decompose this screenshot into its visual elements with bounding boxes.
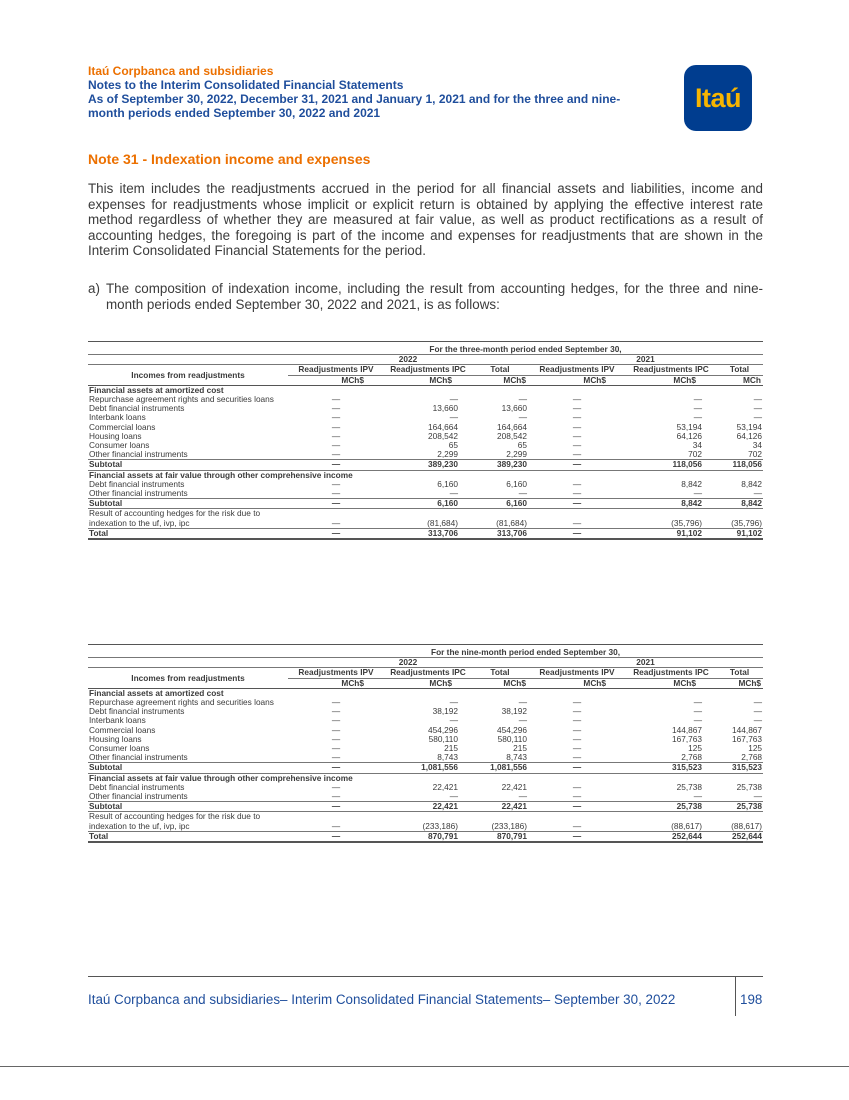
table-row bbox=[88, 726, 763, 735]
value-cell: — bbox=[331, 421, 341, 432]
row-label: Repurchase agreement rights and securities loans bbox=[89, 394, 274, 405]
footer-text: Itaú Corpbanca and subsidiaries– Interim Consolidated Financial Statements– September 30, 2022 bbox=[88, 992, 676, 1007]
value-cell: — bbox=[518, 394, 527, 405]
value-cell: — bbox=[331, 430, 341, 441]
value-cell: — bbox=[288, 499, 384, 509]
table-row bbox=[88, 812, 763, 831]
unit-label: MCh$ bbox=[472, 375, 528, 385]
table-row bbox=[88, 404, 763, 413]
table-row bbox=[88, 395, 763, 404]
year-heading: 2022 bbox=[288, 355, 528, 365]
value-cell: — bbox=[331, 412, 341, 423]
table-row bbox=[88, 413, 763, 422]
value-cell: 215 bbox=[444, 743, 458, 754]
value-cell: 25,738 bbox=[736, 781, 763, 792]
value-cell: 13,660 bbox=[432, 403, 458, 414]
value-cell: 315,523 bbox=[716, 763, 763, 773]
row-label: Result of accounting hedges for the risk due to indexation to the uf, ivp, ipc bbox=[89, 508, 261, 528]
row-label: Commercial loans bbox=[89, 421, 156, 432]
value-cell: — bbox=[572, 820, 582, 831]
value-cell: 22,421 bbox=[472, 802, 528, 812]
value-cell: — bbox=[331, 697, 341, 708]
document-header bbox=[88, 64, 668, 120]
value-cell: 22,421 bbox=[384, 802, 472, 812]
unit-label: MCh$ bbox=[384, 678, 472, 688]
value-cell: — bbox=[449, 394, 458, 405]
row-label: Commercial loans bbox=[89, 724, 156, 735]
row-label: Subtotal bbox=[88, 499, 288, 509]
value-cell: — bbox=[572, 724, 582, 735]
value-cell: — bbox=[288, 489, 384, 499]
value-cell: 25,738 bbox=[676, 781, 702, 792]
value-cell: — bbox=[753, 697, 763, 708]
value-cell: 65 bbox=[517, 440, 527, 451]
value-cell: 1,081,556 bbox=[384, 763, 472, 773]
value-cell: 208,542 bbox=[428, 430, 458, 441]
row-label: Result of accounting hedges for the risk due to indexation to the uf, ivp, ipc bbox=[89, 811, 261, 831]
value-cell: 870,791 bbox=[472, 831, 528, 842]
column-header: Readjustments IPC bbox=[384, 668, 472, 678]
value-cell: 313,706 bbox=[384, 528, 472, 539]
value-cell: 2,768 bbox=[741, 752, 763, 763]
company-name: Itaú Corpbanca and subsidiaries bbox=[88, 64, 274, 78]
unit-label: MCh bbox=[716, 375, 763, 385]
column-header: Total bbox=[472, 668, 528, 678]
value-cell: — bbox=[693, 403, 702, 414]
column-header: Readjustments IPC bbox=[626, 365, 716, 375]
row-label: Debt financial instruments bbox=[89, 478, 185, 489]
row-label: Consumer loans bbox=[89, 440, 150, 451]
value-cell: (81,684) bbox=[496, 517, 527, 528]
column-header: Readjustments IPV bbox=[528, 365, 626, 375]
page-bottom-rule bbox=[0, 1066, 849, 1067]
row-header: Incomes from readjustments bbox=[88, 668, 288, 688]
unit-label: MCh$ bbox=[716, 678, 763, 688]
value-cell: 64,126 bbox=[736, 430, 762, 441]
unit-label: MCh$ bbox=[288, 375, 384, 385]
value-cell: — bbox=[572, 421, 582, 432]
value-cell: (35,796) bbox=[731, 517, 762, 528]
value-cell: — bbox=[472, 489, 528, 499]
value-cell: (233,186) bbox=[491, 820, 527, 831]
value-cell: 22,421 bbox=[432, 781, 458, 792]
header-line-3: As of September 30, 2022, December 31, 2021 and January 1, 2021 and for the three and nine- bbox=[88, 92, 621, 106]
three-month-table bbox=[88, 341, 763, 540]
value-cell: — bbox=[518, 412, 527, 423]
value-cell: — bbox=[753, 412, 762, 423]
column-header: Total bbox=[716, 668, 763, 678]
value-cell: — bbox=[753, 715, 763, 726]
value-cell: — bbox=[331, 781, 341, 792]
value-cell: 25,738 bbox=[716, 802, 763, 812]
column-header: Readjustments IPV bbox=[288, 668, 384, 678]
row-label: Debt financial instruments bbox=[89, 706, 185, 717]
table-row bbox=[88, 783, 763, 792]
value-cell: — bbox=[528, 763, 626, 773]
value-cell: — bbox=[288, 831, 384, 842]
row-label: Other financial instruments bbox=[89, 449, 188, 460]
value-cell: — bbox=[693, 706, 702, 717]
value-cell: — bbox=[626, 792, 716, 802]
value-cell: 6,160 bbox=[506, 478, 527, 489]
column-header: Readjustments IPC bbox=[626, 668, 716, 678]
value-cell: — bbox=[693, 394, 702, 405]
table-row bbox=[88, 707, 763, 716]
column-header: Readjustments IPV bbox=[528, 668, 626, 678]
value-cell: 167,763 bbox=[672, 733, 702, 744]
value-cell: 8,743 bbox=[506, 752, 527, 763]
value-cell: — bbox=[384, 792, 472, 802]
value-cell: 6,160 bbox=[472, 499, 528, 509]
table-row bbox=[88, 744, 763, 753]
unit-label: MCh$ bbox=[528, 678, 626, 688]
value-cell: — bbox=[331, 743, 341, 754]
value-cell: — bbox=[288, 802, 384, 812]
value-cell: — bbox=[288, 460, 384, 470]
value-cell: — bbox=[288, 763, 384, 773]
row-label: Total bbox=[88, 528, 288, 539]
value-cell: — bbox=[753, 706, 763, 717]
value-cell: 8,842 bbox=[716, 499, 763, 509]
value-cell: — bbox=[572, 697, 582, 708]
value-cell: — bbox=[693, 697, 702, 708]
value-cell: — bbox=[572, 743, 582, 754]
item-a-label: a) bbox=[88, 281, 100, 296]
value-cell: 38,192 bbox=[501, 706, 527, 717]
value-cell: 2,299 bbox=[437, 449, 458, 460]
row-label: Housing loans bbox=[89, 733, 142, 744]
value-cell: 91,102 bbox=[626, 528, 716, 539]
table-row bbox=[88, 716, 763, 725]
period-heading: For the three-month period ended September 30, bbox=[288, 342, 763, 355]
table-row bbox=[88, 450, 763, 460]
value-cell: 13,660 bbox=[501, 403, 527, 414]
value-cell: — bbox=[753, 403, 762, 414]
value-cell: — bbox=[331, 440, 341, 451]
nine-month-table bbox=[88, 644, 763, 843]
value-cell: 125 bbox=[688, 743, 702, 754]
value-cell: (35,796) bbox=[671, 517, 702, 528]
value-cell: — bbox=[331, 820, 341, 831]
table-row bbox=[88, 460, 763, 470]
value-cell: 389,230 bbox=[472, 460, 528, 470]
year-heading: 2021 bbox=[528, 355, 763, 365]
row-header: Incomes from readjustments bbox=[88, 365, 288, 385]
value-cell: 8,743 bbox=[437, 752, 458, 763]
value-cell: 25,738 bbox=[626, 802, 716, 812]
column-header: Readjustments IPV bbox=[288, 365, 384, 375]
value-cell: — bbox=[626, 489, 716, 499]
header-line-2: Notes to the Interim Consolidated Financial Statements bbox=[88, 78, 404, 92]
value-cell: — bbox=[331, 752, 341, 763]
value-cell: 53,194 bbox=[736, 421, 762, 432]
value-cell: — bbox=[528, 792, 626, 802]
value-cell: 22,421 bbox=[501, 781, 527, 792]
table-row bbox=[88, 735, 763, 744]
value-cell: — bbox=[331, 449, 341, 460]
value-cell: — bbox=[331, 706, 341, 717]
value-cell: — bbox=[528, 802, 626, 812]
column-header: Total bbox=[716, 365, 763, 375]
value-cell: 125 bbox=[748, 743, 763, 754]
value-cell: 65 bbox=[448, 440, 458, 451]
value-cell: 8,842 bbox=[681, 478, 702, 489]
value-cell: — bbox=[572, 517, 582, 528]
itau-logo bbox=[684, 65, 752, 131]
row-label: Debt financial instruments bbox=[89, 781, 185, 792]
period-heading: For the nine-month period ended September 30, bbox=[288, 645, 763, 658]
table-row bbox=[88, 423, 763, 432]
row-label: Other financial instruments bbox=[88, 489, 288, 499]
unit-label: MCh$ bbox=[384, 375, 472, 385]
value-cell: — bbox=[331, 403, 341, 414]
value-cell: 34 bbox=[752, 440, 762, 451]
value-cell: 144,867 bbox=[732, 724, 763, 735]
value-cell: — bbox=[572, 412, 582, 423]
value-cell: 118,056 bbox=[716, 460, 763, 470]
value-cell: — bbox=[572, 403, 582, 414]
value-cell: — bbox=[572, 752, 582, 763]
note-title: Note 31 - Indexation income and expenses bbox=[88, 151, 371, 167]
table-row bbox=[88, 509, 763, 528]
value-cell: — bbox=[472, 792, 528, 802]
value-cell: 252,644 bbox=[626, 831, 716, 842]
value-cell: 454,296 bbox=[428, 724, 458, 735]
value-cell: 1,081,556 bbox=[472, 763, 528, 773]
value-cell: 315,523 bbox=[626, 763, 716, 773]
row-label: Other financial instruments bbox=[88, 792, 288, 802]
note-paragraph: This item includes the readjustments accrued in the period for all financial assets and liabilities, income and expenses for readjustments whose implicit or explicit return is obtained by applying the effective interest rate method regardless of whether they are measured at fair value, as well as product rectifications as a result of accounting hedges, the foregoing is part of the income and expenses for readjustments that are shown in the Interim Consolidated Financial Statements for the period. bbox=[88, 181, 763, 259]
section-heading: Financial assets at amortized cost bbox=[89, 687, 224, 698]
footer-rule bbox=[88, 976, 763, 977]
value-cell: — bbox=[518, 697, 527, 708]
value-cell: — bbox=[331, 733, 341, 744]
row-label: Subtotal bbox=[88, 802, 288, 812]
footer-separator bbox=[735, 976, 736, 1016]
value-cell: 215 bbox=[513, 743, 527, 754]
value-cell: 34 bbox=[692, 440, 702, 451]
value-cell: (233,186) bbox=[422, 820, 458, 831]
unit-label: MCh$ bbox=[626, 678, 716, 688]
value-cell: 870,791 bbox=[384, 831, 472, 842]
value-cell: 702 bbox=[748, 449, 762, 460]
logo-text: Itaú bbox=[694, 82, 741, 113]
value-cell: 64,126 bbox=[676, 430, 702, 441]
value-cell: — bbox=[331, 724, 341, 735]
value-cell: (81,684) bbox=[427, 517, 458, 528]
value-cell: 164,664 bbox=[428, 421, 458, 432]
row-label: Repurchase agreement rights and securities loans bbox=[89, 697, 274, 708]
table-row bbox=[88, 792, 763, 802]
value-cell: — bbox=[528, 499, 626, 509]
value-cell: (88,617) bbox=[671, 820, 702, 831]
value-cell: — bbox=[288, 528, 384, 539]
section-heading: Financial assets at amortized cost bbox=[89, 384, 224, 395]
value-cell: 164,664 bbox=[497, 421, 527, 432]
column-header: Total bbox=[472, 365, 528, 375]
value-cell: 580,110 bbox=[497, 733, 527, 744]
value-cell: — bbox=[716, 489, 763, 499]
value-cell: 91,102 bbox=[716, 528, 763, 539]
row-label: Interbank loans bbox=[89, 715, 146, 726]
value-cell: — bbox=[331, 394, 341, 405]
value-cell: — bbox=[449, 412, 458, 423]
section-heading: Financial assets at fair value through other comprehensive income bbox=[89, 772, 353, 783]
value-cell: 208,542 bbox=[497, 430, 527, 441]
table-row bbox=[88, 831, 763, 842]
value-cell: 8,842 bbox=[741, 478, 762, 489]
year-heading: 2021 bbox=[528, 658, 763, 668]
value-cell: — bbox=[449, 715, 458, 726]
table-row bbox=[88, 698, 763, 707]
value-cell: — bbox=[572, 478, 582, 489]
value-cell: — bbox=[572, 733, 582, 744]
value-cell: — bbox=[449, 697, 458, 708]
unit-label: MCh$ bbox=[472, 678, 528, 688]
column-header: Readjustments IPC bbox=[384, 365, 472, 375]
value-cell: — bbox=[753, 394, 762, 405]
value-cell: 454,296 bbox=[497, 724, 527, 735]
value-cell: 8,842 bbox=[626, 499, 716, 509]
value-cell: — bbox=[693, 715, 702, 726]
value-cell: — bbox=[331, 478, 341, 489]
year-heading: 2022 bbox=[288, 658, 528, 668]
row-label: Total bbox=[88, 831, 288, 842]
value-cell: 252,644 bbox=[716, 831, 763, 842]
value-cell: 580,110 bbox=[428, 733, 458, 744]
value-cell: — bbox=[572, 706, 582, 717]
value-cell: — bbox=[528, 460, 626, 470]
value-cell: — bbox=[528, 831, 626, 842]
table-row bbox=[88, 441, 763, 450]
value-cell: (88,617) bbox=[731, 820, 763, 831]
value-cell: 167,763 bbox=[732, 733, 763, 744]
table-row bbox=[88, 499, 763, 509]
value-cell: — bbox=[384, 489, 472, 499]
value-cell: — bbox=[572, 449, 582, 460]
value-cell: — bbox=[331, 715, 341, 726]
table-row bbox=[88, 528, 763, 539]
table-row bbox=[88, 763, 763, 773]
value-cell: 389,230 bbox=[384, 460, 472, 470]
value-cell: — bbox=[572, 715, 582, 726]
value-cell: 53,194 bbox=[676, 421, 702, 432]
value-cell: — bbox=[693, 412, 702, 423]
header-line-4: month periods ended September 30, 2022 and 2021 bbox=[88, 106, 381, 120]
row-label: Interbank loans bbox=[89, 412, 146, 423]
value-cell: 6,160 bbox=[437, 478, 458, 489]
section-heading: Financial assets at fair value through other comprehensive income bbox=[89, 469, 353, 480]
value-cell: — bbox=[518, 715, 527, 726]
row-label: Subtotal bbox=[88, 763, 288, 773]
value-cell: 2,299 bbox=[506, 449, 527, 460]
value-cell: — bbox=[331, 517, 341, 528]
value-cell: 38,192 bbox=[432, 706, 458, 717]
value-cell: — bbox=[572, 440, 582, 451]
table-row bbox=[88, 802, 763, 812]
value-cell: — bbox=[572, 781, 582, 792]
unit-label: MCh$ bbox=[626, 375, 716, 385]
value-cell: — bbox=[572, 430, 582, 441]
table-row bbox=[88, 480, 763, 489]
value-cell: — bbox=[572, 394, 582, 405]
value-cell: — bbox=[716, 792, 763, 802]
value-cell: — bbox=[528, 528, 626, 539]
value-cell: 2,768 bbox=[681, 752, 702, 763]
value-cell: — bbox=[288, 792, 384, 802]
row-label: Subtotal bbox=[88, 460, 288, 470]
value-cell: 144,867 bbox=[672, 724, 702, 735]
unit-label: MCh$ bbox=[528, 375, 626, 385]
row-label: Debt financial instruments bbox=[89, 403, 185, 414]
item-a-text: The composition of indexation income, including the result from accounting hedges, for the three and nine-month periods ended September 30, 2022 and 2021, is as follows: bbox=[106, 281, 763, 312]
value-cell: 702 bbox=[688, 449, 702, 460]
table-row bbox=[88, 489, 763, 499]
value-cell: 313,706 bbox=[472, 528, 528, 539]
value-cell: 118,056 bbox=[626, 460, 716, 470]
row-label: Housing loans bbox=[89, 430, 142, 441]
value-cell: 6,160 bbox=[384, 499, 472, 509]
table-row bbox=[88, 432, 763, 441]
page-number: 198 bbox=[740, 992, 763, 1007]
value-cell: — bbox=[528, 489, 626, 499]
row-label: Consumer loans bbox=[89, 743, 150, 754]
row-label: Other financial instruments bbox=[89, 752, 188, 763]
unit-label: MCh$ bbox=[288, 678, 384, 688]
